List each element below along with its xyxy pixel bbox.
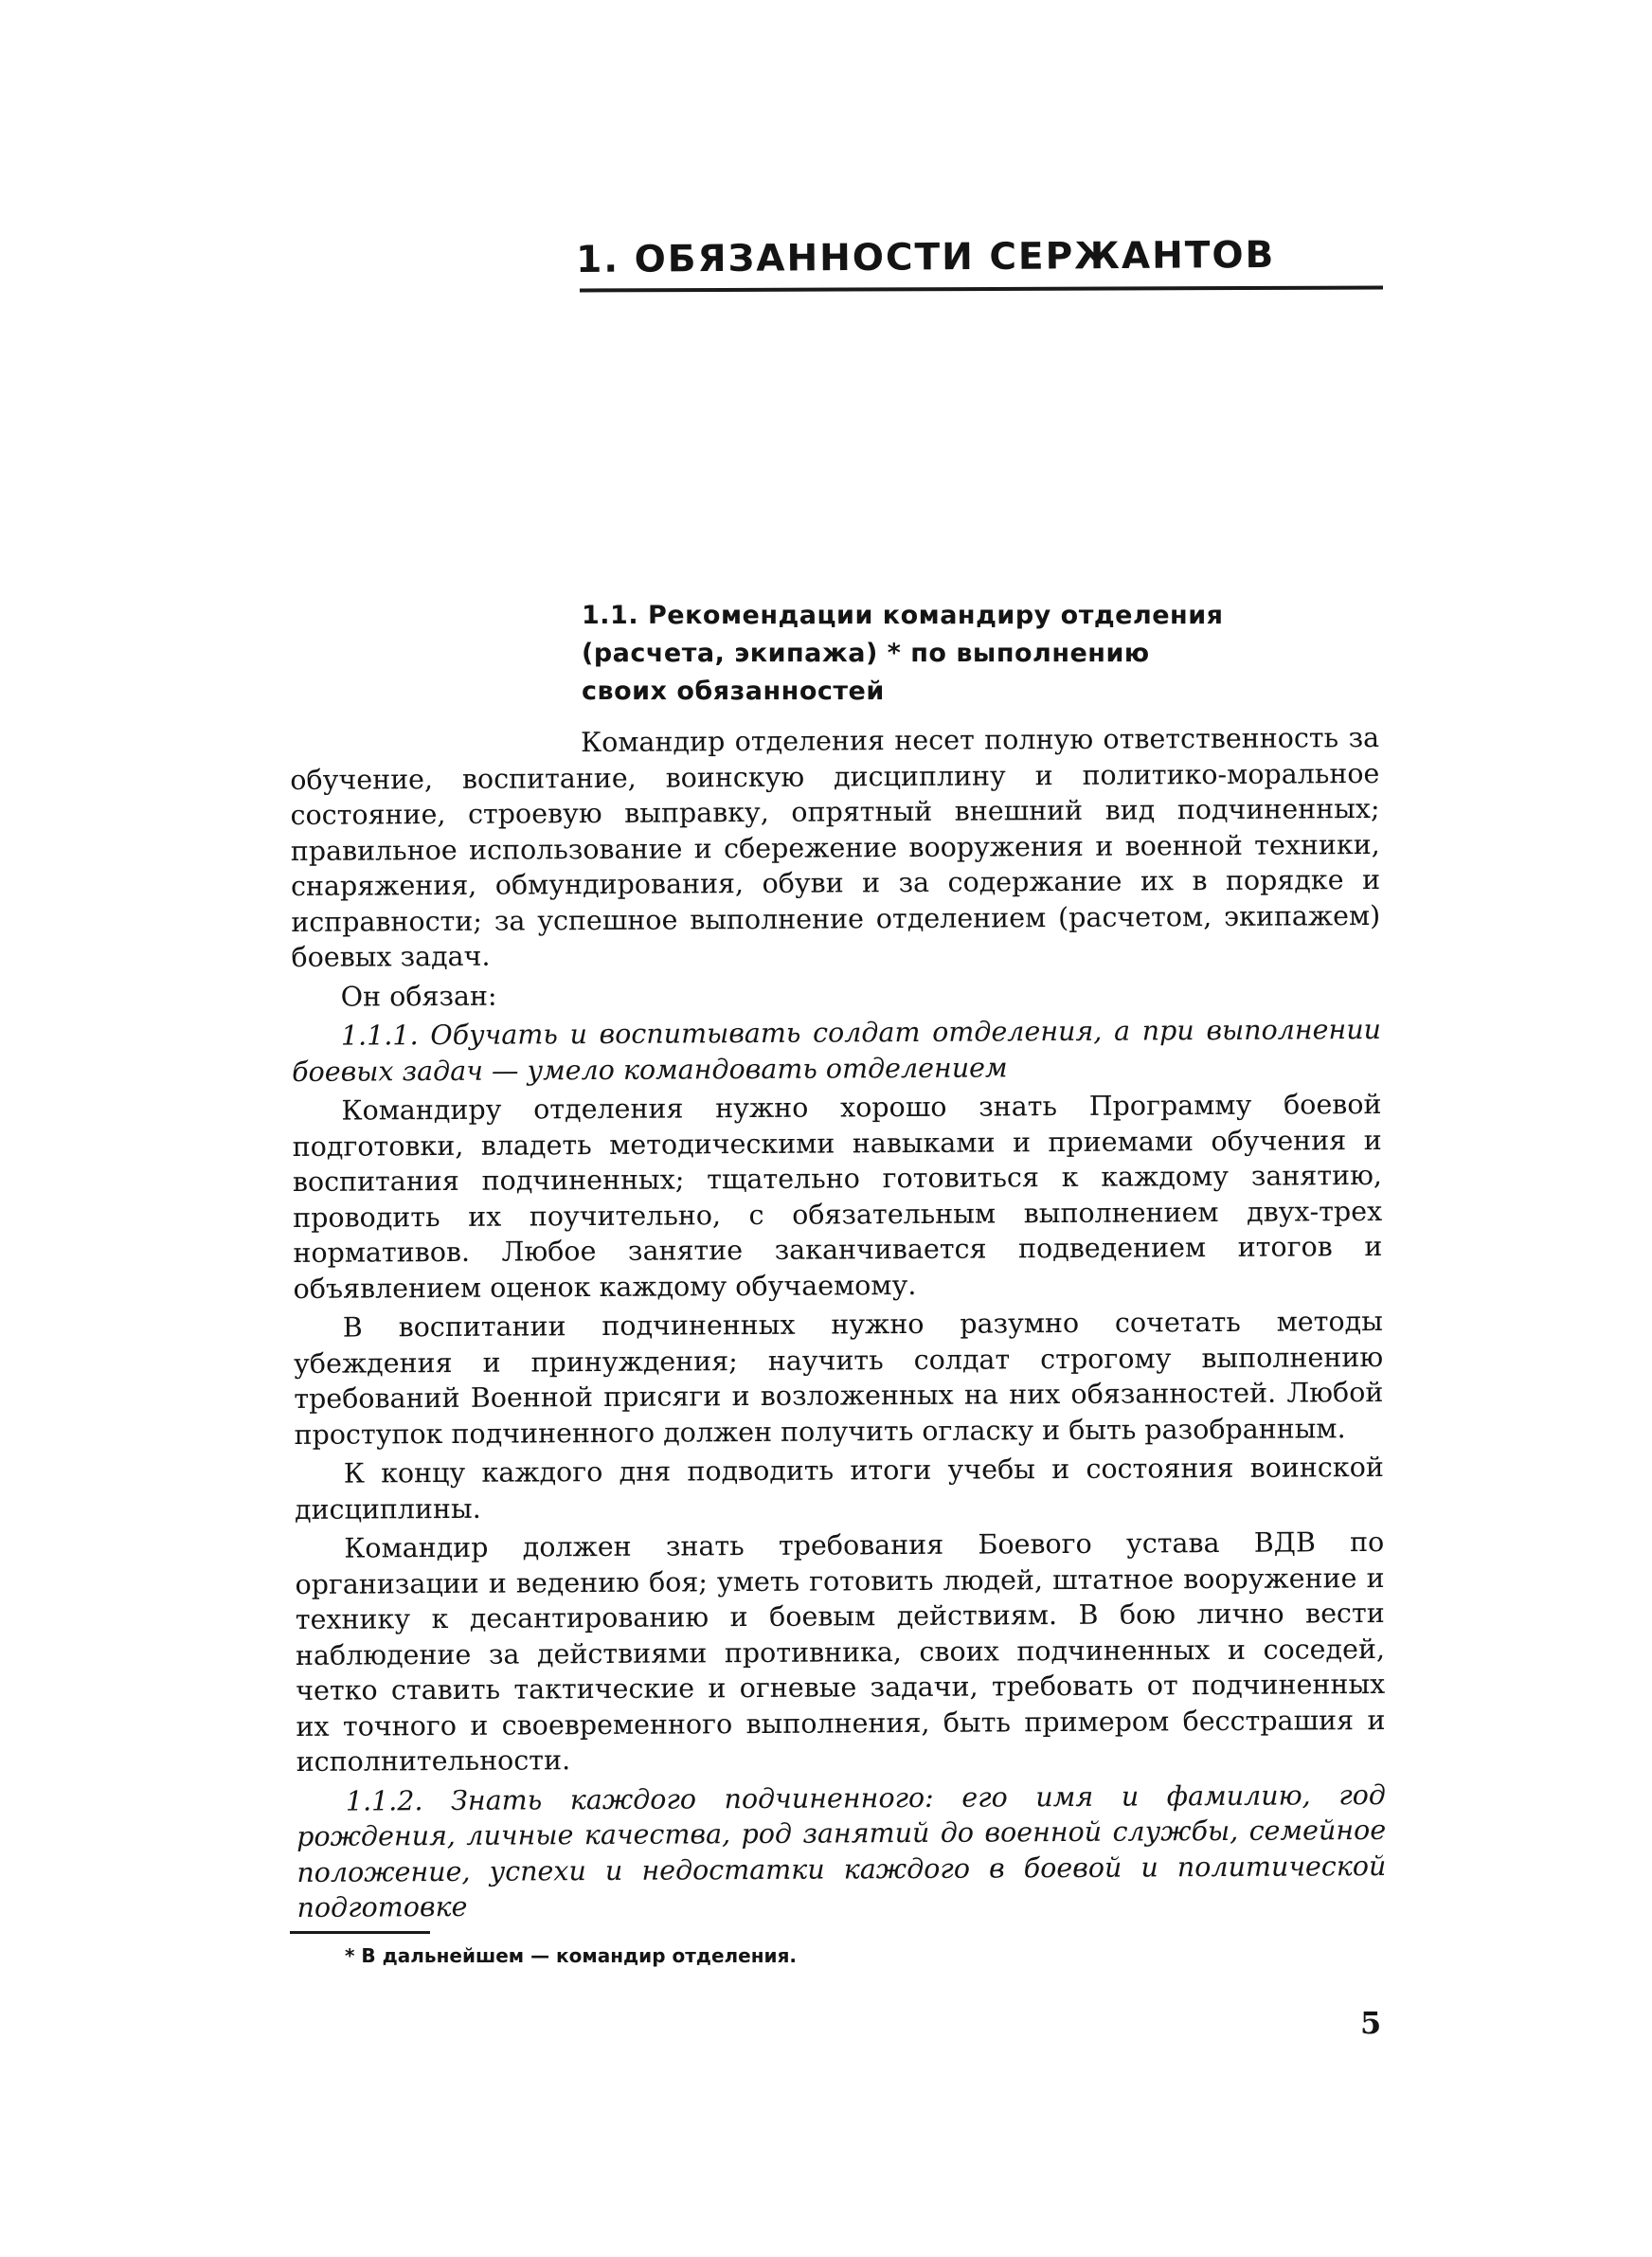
subsection-heading: 1.1.1. Обучать и воспитывать солдат отделения, а при выполнении боевых задач — умело командовать отделением xyxy=(292,1013,1382,1088)
chapter-title: 1. ОБЯЗАННОСТИ СЕРЖАНТОВ xyxy=(576,233,1276,281)
section-heading-line: (расчета, экипажа) * по выполнению xyxy=(582,639,1150,668)
section-heading xyxy=(582,597,1302,711)
body-paragraph: Он обязан: xyxy=(340,980,497,1013)
body-paragraph: К концу каждого дня подводить итоги учебы и состояния воинской дисциплины. xyxy=(294,1451,1384,1526)
body-paragraph: Командиру отделения нужно хорошо знать Программу боевой подготовки, владеть методическими навыками и приемами обучения и воспитания подчиненных; тщательно готовиться к каждому занятию, проводить их поучительно, с обязательным выполнением двух-трех нормативов. Любое занятие заканчивается подведением итогов и объявлением оценок каждому обучаемому. xyxy=(292,1088,1383,1305)
footnote-divider xyxy=(290,1931,430,1934)
subsection-heading: 1.1.2. Знать каждого подчиненного: его имя и фамилию, год рождения, личные качества, род занятий до военной службы, семейное положение, успехи и недостатки каждого в боевой и политической подготовке xyxy=(296,1779,1387,1923)
body-paragraph: Командир должен знать требования Боевого устава ВДВ по организации и ведению боя; уметь готовить людей, штатное вооружение и технику к десантированию и боевым действиям. В бою лично вести наблюдение за действиями противника, своих подчиненных и соседей, четко ставить тактические и огневые задачи, требовать от подчиненных их точного и своевременного выполнения, быть примером бесстрашия и исполнительности. xyxy=(295,1526,1386,1778)
footnote: * В дальнейшем — командир отделения. xyxy=(345,1944,798,1967)
section-heading-line: своих обязанностей xyxy=(582,677,885,706)
section-heading-line: 1.1. Рекомендации командиру отделения xyxy=(582,601,1224,630)
chapter-title-underline xyxy=(580,286,1383,293)
body-text xyxy=(290,720,1387,1926)
body-paragraph: Командир отделения несет полную ответственность за обучение, воспитание, воинскую дисциплину и политико-моральное состояние, строевую выправку, опрятный внешний вид подчиненных; правильное использование и сбережение вооружения и военной техники, снаряжения, обмундирования, обуви и за содержание их в порядке и исправности; за успешное выполнение отделением (расчетом, экипажем) боевых задач. xyxy=(290,721,1381,973)
body-paragraph: В воспитании подчиненных нужно разумно сочетать методы убеждения и принуждения; научить солдат строгому выполнению требований Военной присяги и возложенных на них обязанностей. Любой проступок подчиненного должен получить огласку и быть разобранным. xyxy=(294,1305,1384,1451)
page-number: 5 xyxy=(1360,2005,1382,2041)
